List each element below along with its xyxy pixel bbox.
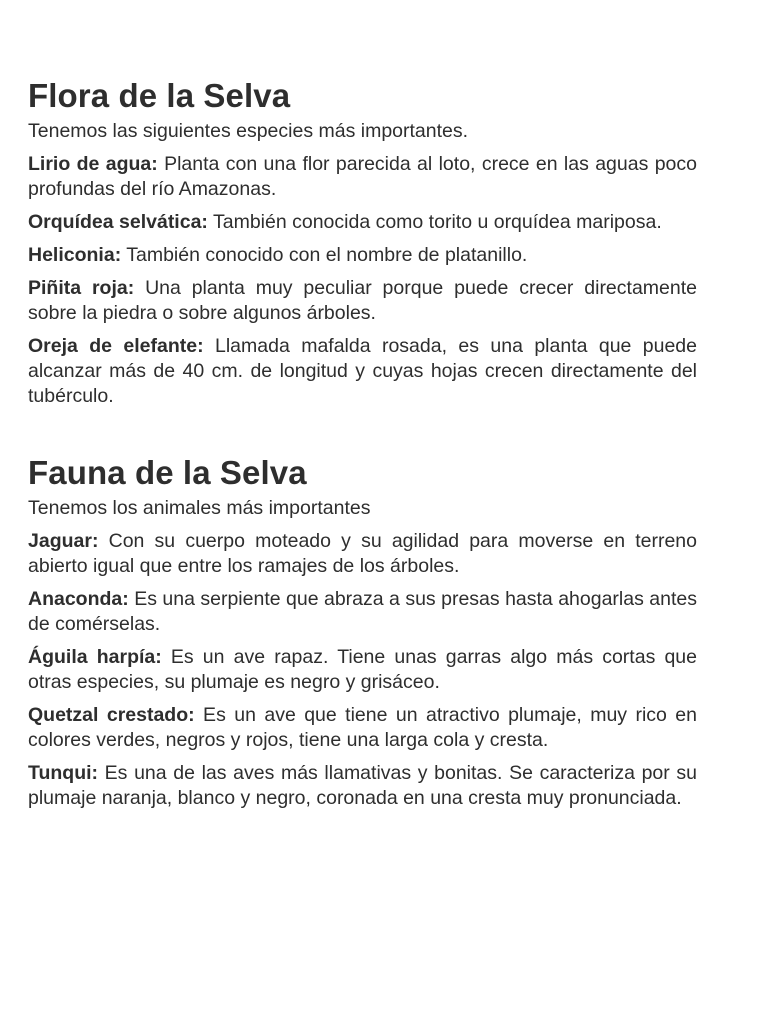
entry-term: Oreja de elefante: — [28, 335, 204, 357]
fauna-entry-quetzal — [28, 703, 697, 753]
entry-term: Lirio de agua: — [28, 153, 158, 175]
entry-term: Tunqui: — [28, 762, 99, 784]
fauna-entry-aguila — [28, 645, 697, 695]
flora-title: Flora de la Selva — [28, 77, 291, 114]
flora-entry-lirio — [28, 152, 697, 202]
entry-text: Es una de las aves más llamativas y bonitas. Se caracteriza por su plumaje naranja, blanco y negro, coronada en una cresta muy pronunciada. — [28, 762, 697, 809]
document-page — [28, 76, 697, 819]
entry-text: Con su cuerpo moteado y su agilidad para moverse en terreno abierto igual que entre los ramajes de los árboles. — [28, 530, 697, 577]
entry-text: Una planta muy peculiar porque puede crecer directamente sobre la piedra o sobre algunos árboles. — [28, 277, 697, 324]
flora-section — [28, 76, 697, 409]
fauna-title: Fauna de la Selva — [28, 454, 307, 491]
entry-text: Llamada mafalda rosada, es una planta que puede alcanzar más de 40 cm. de longitud y cuyas hojas crecen directamente del tubérculo. — [28, 335, 697, 407]
entry-term: Orquídea selvática: — [28, 211, 208, 233]
entry-text: Es una serpiente que abraza a sus presas hasta ahogarlas antes de comérselas. — [28, 588, 697, 635]
entry-term: Anaconda: — [28, 588, 129, 610]
flora-entry-heliconia — [28, 243, 697, 268]
entry-term: Piñita roja: — [28, 277, 135, 299]
entry-term: Jaguar: — [28, 530, 99, 552]
fauna-intro: Tenemos los animales más importantes — [28, 497, 371, 519]
entry-text: Es un ave que tiene un atractivo plumaje, muy rico en colores verdes, negros y rojos, tiene una larga cola y cresta. — [28, 704, 697, 751]
entry-text: Es un ave rapaz. Tiene unas garras algo más cortas que otras especies, su plumaje es negro y grisáceo. — [28, 646, 697, 693]
entry-text: Planta con una flor parecida al loto, crece en las aguas poco profundas del río Amazonas. — [28, 153, 697, 200]
fauna-entry-jaguar — [28, 529, 697, 579]
flora-entry-orquidea — [28, 210, 697, 235]
flora-entry-pinita — [28, 276, 697, 326]
entry-text: También conocido con el nombre de platanillo. — [121, 244, 528, 266]
fauna-entry-anaconda — [28, 587, 697, 637]
entry-text: También conocida como torito u orquídea mariposa. — [207, 211, 662, 233]
fauna-section — [28, 453, 697, 811]
flora-intro: Tenemos las siguientes especies más importantes. — [28, 120, 469, 142]
entry-term: Quetzal crestado: — [28, 704, 195, 726]
entry-term: Águila harpía: — [28, 646, 162, 668]
entry-term: Heliconia: — [28, 244, 122, 266]
fauna-entry-tunqui — [28, 761, 697, 811]
flora-entry-oreja — [28, 334, 697, 409]
